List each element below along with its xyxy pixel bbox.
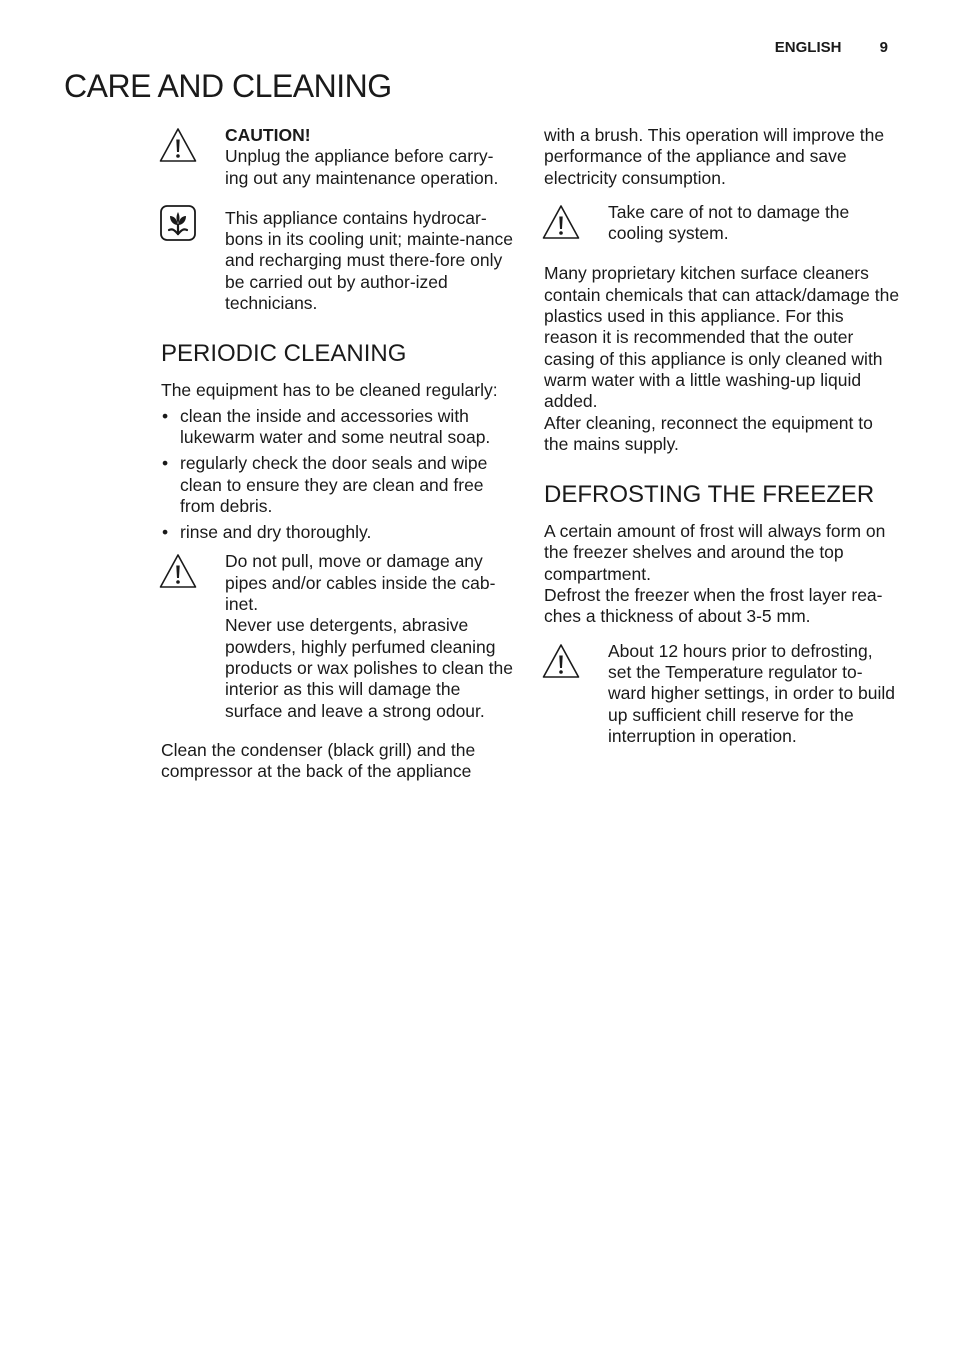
header-language: ENGLISH: [774, 39, 842, 56]
left-column: [161, 125, 513, 782]
warning-triangle-icon: [542, 204, 580, 240]
right-column: [544, 125, 900, 747]
defrosting-text-1: A certain amount of frost will always form on the freezer shelves and around the top compartment.: [544, 521, 886, 584]
cabinet-warning-note: [161, 551, 513, 721]
list-item: [161, 453, 513, 517]
warning-triangle-icon: [542, 643, 580, 679]
defrosting-heading: DEFROSTING THE FREEZER: [544, 481, 875, 509]
page-number: 9: [879, 39, 888, 56]
reconnect-text: After cleaning, reconnect the equipment to the mains supply.: [544, 412, 873, 454]
cleaning-bullet-list: [161, 406, 513, 544]
defrosting-warning-note: [544, 641, 900, 747]
environment-text: This appliance contains hydrocar-bons in its cooling unit; mainte-nance and recharging must there-fore only be carried out by author-ized technicians.: [225, 207, 513, 314]
cooling-warning-note: [544, 202, 900, 245]
caution-title: CAUTION!: [225, 125, 311, 145]
page-title: CARE AND CLEANING: [64, 68, 392, 104]
bullet-icon: •: [162, 453, 169, 474]
bullet-icon: •: [162, 405, 169, 426]
bullet-icon: •: [162, 522, 169, 543]
detergent-warning-text: Never use detergents, abrasive powders, highly perfumed cleaning products or wax polishes to clean the interior as this will damage the surface and leave a strong odour.: [225, 615, 513, 721]
warning-triangle-icon: [159, 553, 197, 589]
defrosting-warning-text: About 12 hours prior to defrosting, set the Temperature regulator to-ward higher settings, in order to build up sufficient chill reserve for the interruption in operation.: [608, 640, 895, 746]
cabinet-warning-text: Do not pull, move or damage any pipes and/or cables inside the cab-inet.: [225, 551, 496, 615]
list-item: [161, 522, 513, 543]
warning-triangle-icon: [159, 127, 197, 163]
environment-plant-icon: [159, 204, 197, 242]
environment-note: [161, 208, 513, 314]
cooling-warning-text: Take care of not to damage the cooling system.: [608, 201, 850, 244]
bullet-text: clean the inside and accessories with lukewarm water and some neutral soap.: [180, 405, 491, 447]
condenser-continued-text: with a brush. This operation will improve the performance of the appliance and save electricity consumption.: [544, 125, 885, 188]
cleaners-text: Many proprietary kitchen surface cleaners contain chemicals that can attack/damage the plastics used in this appliance. For this reason it is recommended that the outer casing of this appliance is only cleaned with warm water with a little washing-up liquid added.: [544, 263, 900, 412]
caution-text: Unplug the appliance before carry-ing out any maintenance operation.: [225, 146, 499, 188]
caution-note: [161, 125, 513, 189]
bullet-text: regularly check the door seals and wipe clean to ensure they are clean and free from debris.: [180, 453, 488, 516]
page-header: [775, 39, 888, 56]
list-item: [161, 406, 513, 449]
condenser-text: Clean the condenser (black grill) and the compressor at the back of the appliance: [161, 739, 476, 782]
periodic-cleaning-heading: PERIODIC CLEANING: [161, 340, 407, 368]
bullet-text: rinse and dry thoroughly.: [180, 522, 372, 543]
defrosting-text-2: Defrost the freezer when the frost layer rea-ches a thickness of about 3-5 mm.: [544, 585, 883, 627]
periodic-cleaning-intro: The equipment has to be cleaned regularly:: [161, 380, 498, 401]
